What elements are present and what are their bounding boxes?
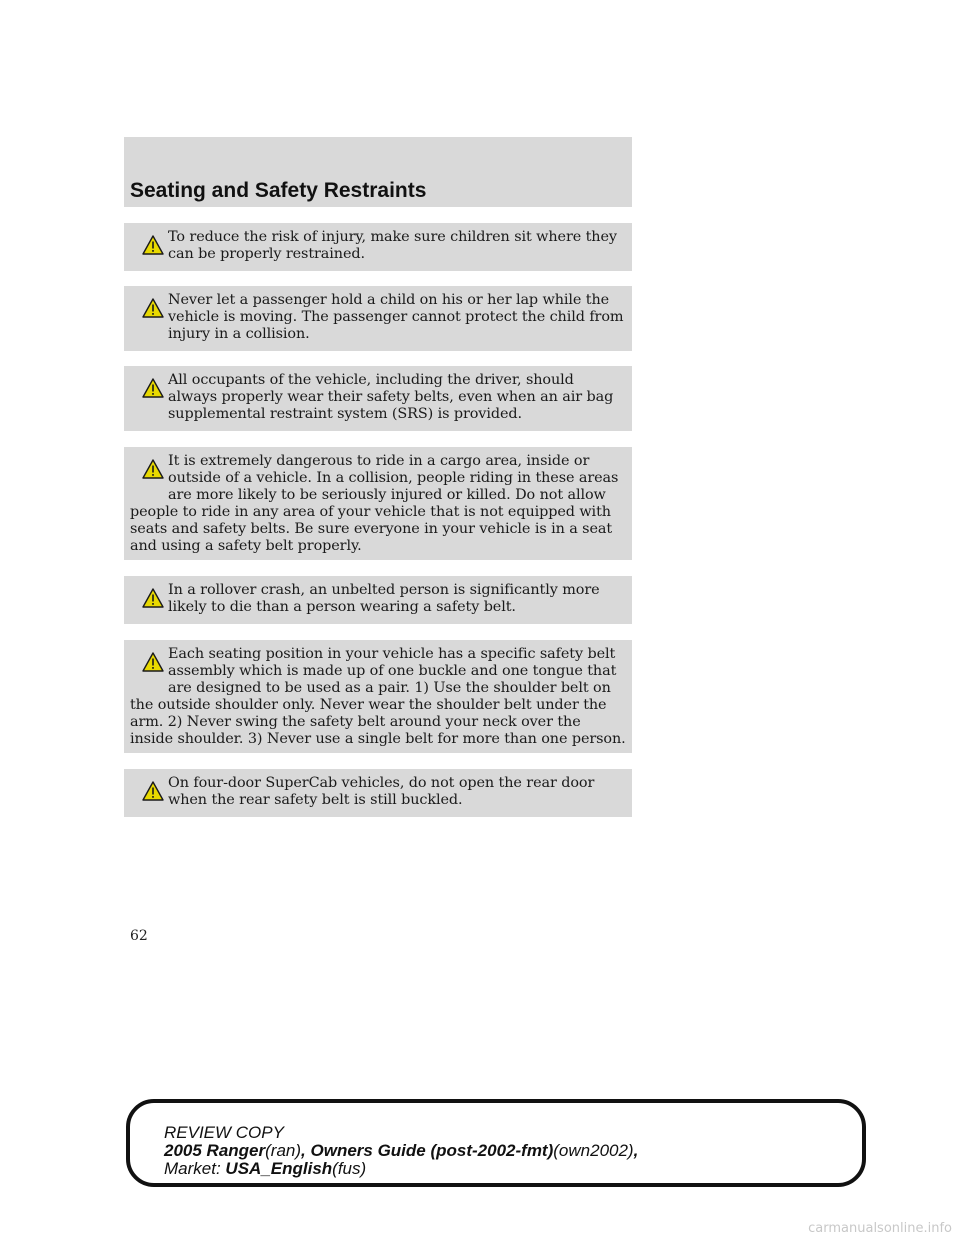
warning-box xyxy=(124,640,632,753)
market-label: Market: xyxy=(164,1159,221,1178)
market-line xyxy=(164,1160,638,1178)
guide-name: Owners Guide (post-2002-fmt) xyxy=(310,1141,554,1160)
warning-triangle-icon xyxy=(130,453,164,491)
warning-triangle-icon xyxy=(130,372,164,410)
warning-box xyxy=(124,769,632,817)
warning-triangle-icon xyxy=(130,582,164,620)
warning-text: All occupants of the vehicle, including the driver, should always properly wear their safety belts, even when an air bag supplemental restraint system (SRS) is provided. xyxy=(168,372,614,422)
warning-box xyxy=(124,286,632,351)
market-code: (fus) xyxy=(332,1159,367,1178)
model-name: 2005 Ranger xyxy=(164,1141,266,1160)
page-number: 62 xyxy=(130,928,148,944)
section-title: Seating and Safety Restraints xyxy=(130,179,427,202)
separator: , xyxy=(633,1141,639,1160)
separator: , xyxy=(301,1141,306,1160)
model-code: (ran) xyxy=(265,1141,302,1160)
warning-text: Never let a passenger hold a child on his or her lap while the vehicle is moving. The passenger cannot protect the child from injury in a collision. xyxy=(168,292,624,342)
warning-box xyxy=(124,447,632,560)
market-value: USA_English xyxy=(225,1159,333,1178)
warning-triangle-icon xyxy=(130,292,164,330)
guide-code: (own2002) xyxy=(553,1141,634,1160)
warning-text: It is extremely dangerous to ride in a cargo area, inside or outside of a vehicle. In a collision, people riding in these areas are more likely to be seriously injured or killed. Do not allow people to ride in any area of your vehicle that is not equipped with seats and safety belts. Be sure everyone in your vehicle is in a seat and using a safety belt properly. xyxy=(130,453,619,554)
warning-box xyxy=(124,223,632,271)
warning-text: Each seating position in your vehicle has a specific safety belt assembly which is made up of one buckle and one tongue that are designed to be used as a pair. 1) Use the shoulder belt on the outside shoulder only. Never wear the shoulder belt under the arm. 2) Never swing the safety belt around your neck over the inside shoulder. 3) Never use a single belt for more than one person. xyxy=(130,646,626,747)
warning-box xyxy=(124,366,632,431)
warning-triangle-icon xyxy=(130,775,164,813)
warning-triangle-icon xyxy=(130,229,164,267)
doc-info-line xyxy=(164,1142,638,1160)
review-label: REVIEW COPY xyxy=(164,1123,284,1142)
warning-triangle-icon xyxy=(130,646,164,684)
section-header xyxy=(124,137,632,207)
warning-box xyxy=(124,576,632,624)
watermark: carmanualsonline.info xyxy=(808,1221,952,1236)
warning-text: On four-door SuperCab vehicles, do not open the rear door when the rear safety belt is still buckled. xyxy=(168,775,595,808)
review-footer xyxy=(164,1124,638,1178)
warning-text: To reduce the risk of injury, make sure children sit where they can be properly restrained. xyxy=(168,229,617,262)
warning-text: In a rollover crash, an unbelted person is significantly more likely to die than a person wearing a safety belt. xyxy=(168,582,600,615)
